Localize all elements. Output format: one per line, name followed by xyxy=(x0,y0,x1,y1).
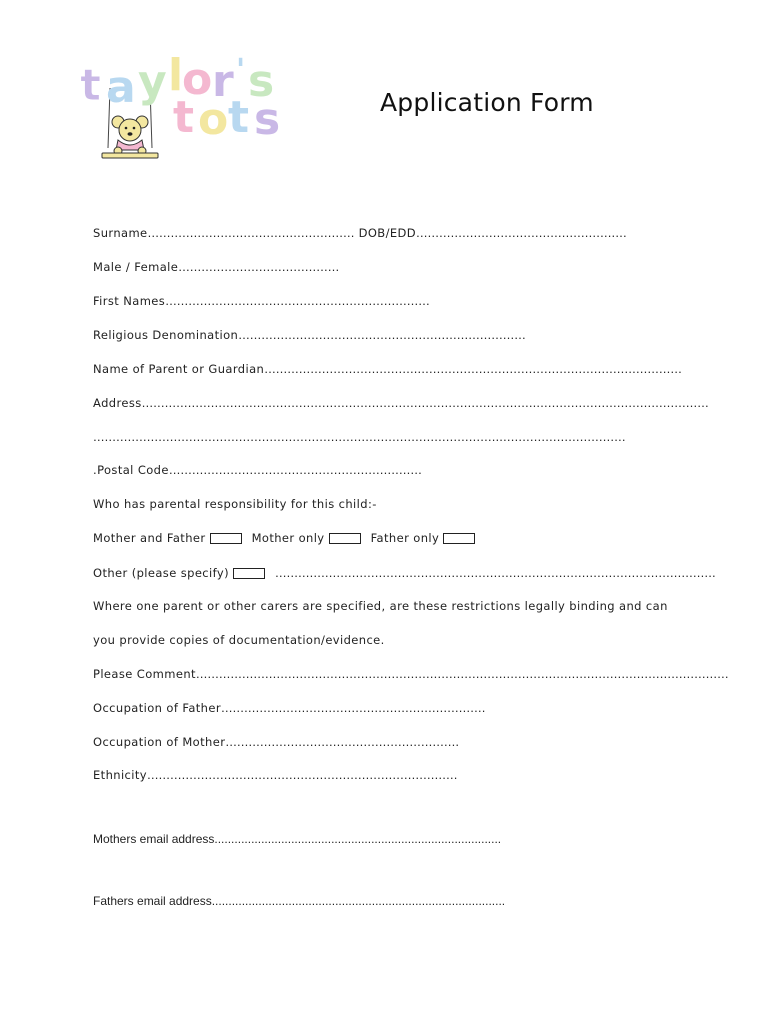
comment-row xyxy=(93,667,729,681)
parent-name-row xyxy=(93,362,682,376)
opt-other-label: Other (please specify) xyxy=(93,566,229,580)
ethnicity-row xyxy=(93,768,457,782)
occ-mother-field[interactable]: ……………………………………………………. xyxy=(225,735,459,749)
mother-email-field[interactable]: ...................................................................................... xyxy=(214,832,502,846)
svg-text:s: s xyxy=(248,56,275,107)
first-names-field[interactable]: …………………………………………………………… xyxy=(165,294,430,308)
address-field-line2[interactable]: …………………………………………………………………………………………….…………………………… xyxy=(93,430,626,444)
svg-text:l: l xyxy=(168,50,184,101)
opt-mother-label: Mother only xyxy=(251,531,325,545)
postal-prefix: . xyxy=(93,463,98,477)
restrictions-line-1: Where one parent or other carers are specified, are these restrictions legally binding and can xyxy=(93,599,668,613)
svg-text:': ' xyxy=(236,53,246,88)
svg-text:t: t xyxy=(228,92,250,143)
religion-field[interactable]: ………………………………………………………………… xyxy=(238,328,526,342)
mother-email-label: Mothers email address xyxy=(93,832,215,846)
father-email-row xyxy=(93,894,505,908)
logo-wordmark-1: t xyxy=(80,60,102,111)
page-title: Application Form xyxy=(380,88,594,117)
restrictions-line-2: you provide copies of documentation/evidence. xyxy=(93,633,385,647)
gender-row xyxy=(93,260,339,274)
first-names-row xyxy=(93,294,430,308)
mother-email-row xyxy=(93,832,501,846)
parental-options-row xyxy=(93,531,481,545)
gender-field[interactable]: …………………………………… xyxy=(178,260,340,274)
surname-field[interactable]: ……………………………………………… xyxy=(147,226,355,240)
parent-name-field[interactable]: ………………………………….…………………………………………………………… xyxy=(264,362,682,376)
opt-both-label: Mother and Father xyxy=(93,531,206,545)
address-row xyxy=(93,396,709,410)
occ-father-label: Occupation of Father xyxy=(93,701,221,715)
opt-father-label: Father only xyxy=(370,531,440,545)
occ-father-field[interactable]: …………………………………………………………… xyxy=(220,701,486,715)
ethnicity-label: Ethnicity xyxy=(93,768,147,782)
father-email-field[interactable]: ........................................................................................ xyxy=(211,894,506,908)
comment-label: Please Comment xyxy=(93,667,196,681)
address-label: Address xyxy=(93,396,142,410)
opt-father-checkbox[interactable] xyxy=(443,533,475,544)
father-email-label: Fathers email address xyxy=(93,894,212,908)
other-row xyxy=(93,566,716,580)
ethnicity-field[interactable]: ……………………………………………………………………… xyxy=(146,768,458,782)
svg-text:y: y xyxy=(138,56,167,107)
parental-question: Who has parental responsibility for this child:- xyxy=(93,497,377,511)
opt-other-checkbox[interactable] xyxy=(233,568,265,579)
svg-text:a: a xyxy=(106,62,136,113)
opt-mother-checkbox[interactable] xyxy=(329,533,361,544)
parent-name-label: Name of Parent or Guardian xyxy=(93,362,265,376)
first-names-label: First Names xyxy=(93,294,166,308)
religion-row xyxy=(93,328,526,342)
dob-field[interactable]: …………………………………………….… xyxy=(416,226,627,240)
swing-seat xyxy=(102,153,158,158)
occ-father-row xyxy=(93,701,485,715)
postal-code-row xyxy=(93,463,422,477)
svg-text:o: o xyxy=(198,94,229,145)
gender-label: Male / Female xyxy=(93,260,179,274)
surname-row xyxy=(93,226,627,240)
religion-label: Religious Denomination xyxy=(93,328,239,342)
postal-code-field[interactable]: ………………………………………………………… xyxy=(168,463,422,477)
teddy-bear-icon xyxy=(112,116,148,155)
comment-field[interactable]: ………………………………………………………………………………………….……………………………… xyxy=(195,667,729,681)
svg-text:o: o xyxy=(182,54,213,105)
occ-mother-row xyxy=(93,735,459,749)
address-field[interactable]: ………………………………………………………………………………………….……………………………………… xyxy=(141,396,709,410)
dob-label: DOB/EDD xyxy=(358,226,417,240)
svg-text:t: t xyxy=(173,92,195,143)
surname-label: Surname xyxy=(93,226,148,240)
address-row-2 xyxy=(93,430,626,444)
svg-text:r: r xyxy=(212,56,234,107)
svg-text:s: s xyxy=(254,94,281,145)
other-field[interactable]: ……………………………………………………………………………………………………. xyxy=(275,566,716,580)
occ-mother-label: Occupation of Mother xyxy=(93,735,226,749)
taylors-tots-logo xyxy=(78,50,298,162)
opt-both-checkbox[interactable] xyxy=(210,533,242,544)
postal-code-label: Postal Code xyxy=(97,463,169,477)
